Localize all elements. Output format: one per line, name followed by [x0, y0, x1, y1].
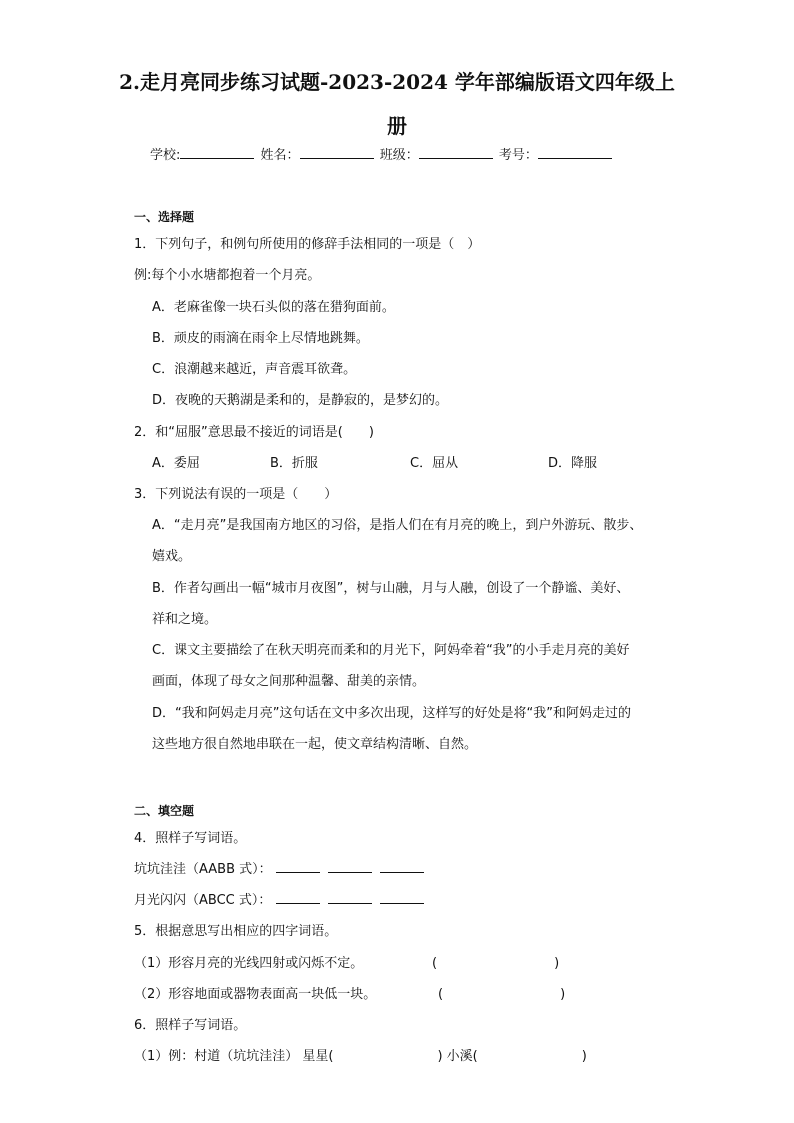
q3-option-b-cont: 祥和之境。 — [152, 612, 218, 627]
q3-option-c-cont: 画面，体现了母女之间那种温馨、甜美的亲情。 — [152, 674, 426, 689]
q2-option-d[interactable]: D．降服 — [548, 456, 598, 471]
q6-stem: 6．照样子写词语。 — [134, 1018, 247, 1033]
q5-item-2-answer[interactable]: ( ) — [438, 987, 566, 1002]
q1-option-d[interactable]: D．夜晚的天鹅湖是柔和的，是静寂的，是梦幻的。 — [152, 393, 449, 408]
q4-aabb-blank-1[interactable] — [276, 860, 320, 873]
q3-stem: 3．下列说法有误的一项是（ ） — [134, 487, 338, 502]
q4-line-abcc — [134, 889, 432, 908]
q4-aabb-blank-3[interactable] — [380, 860, 424, 873]
section-fill-heading: 二、填空题 — [134, 804, 195, 818]
title-line-2: 册 — [387, 114, 407, 138]
q4-line-aabb — [134, 858, 432, 877]
q3-option-a-cont: 嬉戏。 — [152, 549, 192, 564]
q3-option-d-cont: 这些地方很自然地串联在一起，使文章结构清晰、自然。 — [152, 737, 478, 752]
q1-example: 例:每个小水塘都抱着一个月亮。 — [134, 268, 321, 283]
q1-option-c[interactable]: C．浪潮越来越近，声音震耳欲聋。 — [152, 362, 357, 377]
q4-abcc-blank-1[interactable] — [276, 891, 320, 904]
school-label: 学校: — [150, 148, 181, 163]
name-blank[interactable] — [300, 146, 374, 159]
q1-option-b[interactable]: B．顽皮的雨滴在雨伞上尽情地跳舞。 — [152, 331, 369, 346]
q2-option-c[interactable]: C．屈从 — [410, 456, 459, 471]
q1-option-a[interactable]: A．老麻雀像一块石头似的落在猎狗面前。 — [152, 300, 395, 315]
q5-item-1: （1）形容月亮的光线四射或闪烁不定。 — [134, 956, 364, 971]
q5-item-2: （2）形容地面或器物表面高一块低一块。 — [134, 987, 377, 1002]
name-label: 姓名： — [260, 148, 300, 163]
student-info — [150, 144, 650, 163]
q2-stem: 2．和“屈服”意思最不接近的词语是( ) — [134, 425, 374, 440]
number-blank[interactable] — [538, 146, 612, 159]
q1-stem: 1．下列句子，和例句所使用的修辞手法相同的一项是（ ） — [134, 237, 481, 252]
q6-item-1[interactable]: （1）例：村道（坑坑洼洼） 星星( ) 小溪( ) — [134, 1049, 587, 1064]
class-blank[interactable] — [419, 146, 493, 159]
q3-option-d[interactable]: D．“我和阿妈走月亮”这句话在文中多次出现，这样写的好处是将“我”和阿妈走过的 — [152, 706, 631, 721]
title-line-1: 2.走月亮同步练习试题-2023-2024 学年部编版语文四年级上 — [119, 70, 675, 94]
q4-abcc-blank-3[interactable] — [380, 891, 424, 904]
q3-option-c[interactable]: C．课文主要描绘了在秋天明亮而柔和的月光下，阿妈牵着“我”的小手走月亮的美好 — [152, 643, 630, 658]
school-blank[interactable] — [180, 146, 254, 159]
q4-abcc-label: 月光闪闪（ABCC 式）： — [134, 893, 272, 908]
number-label: 考号： — [498, 148, 538, 163]
q3-option-b[interactable]: B．作者勾画出一幅“城市月夜图”，树与山融，月与人融，创设了一个静谧、美好、 — [152, 581, 630, 596]
q3-option-a[interactable]: A．“走月亮”是我国南方地区的习俗，是指人们在有月亮的晚上，到户外游玩、散步、 — [152, 518, 643, 533]
q4-aabb-label: 坑坑洼洼（AABB 式）： — [134, 862, 272, 877]
section-choice-heading: 一、选择题 — [134, 210, 195, 224]
class-label: 班级： — [379, 148, 419, 163]
q4-aabb-blank-2[interactable] — [328, 860, 372, 873]
q5-stem: 5．根据意思写出相应的四字词语。 — [134, 924, 338, 939]
q5-item-1-answer[interactable]: ( ) — [432, 956, 560, 971]
q4-stem: 4．照样子写词语。 — [134, 831, 247, 846]
q2-option-a[interactable]: A．委屈 — [152, 456, 200, 471]
q2-option-b[interactable]: B．折服 — [270, 456, 318, 471]
q4-abcc-blank-2[interactable] — [328, 891, 372, 904]
page-title — [110, 60, 684, 148]
